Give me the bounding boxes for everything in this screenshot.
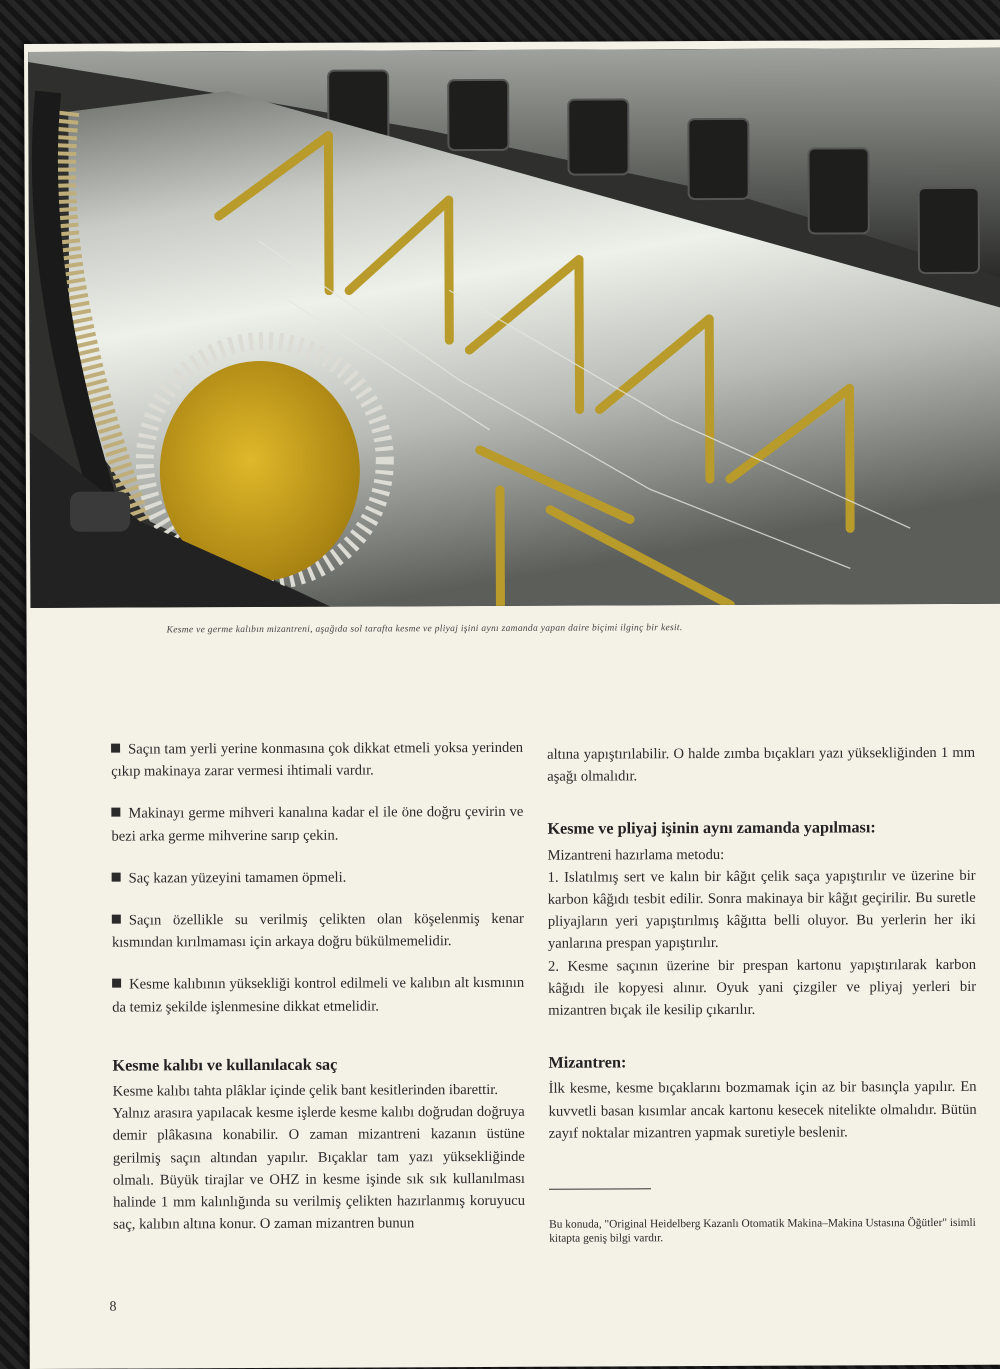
square-bullet-icon: [112, 979, 121, 988]
square-bullet-icon: [111, 744, 120, 753]
bullet-paragraph: [112, 972, 524, 1018]
bullet-text: Makinayı germe mihveri kanalına kadar el ile öne doğru çevirin ve bezi arka germe mihverine sarıp çekin.: [111, 804, 524, 845]
continuation-paragraph: altına yapıştırılabilir. O halde zımba bıçakları yazı yüksekliğinden 1 mm aşağı olmalıdır.: [547, 744, 976, 785]
bullet-paragraph: [112, 866, 524, 890]
section-heading: Kesme ve pliyaj işinin aynı zamanda yapılması:: [547, 818, 876, 839]
step-paragraph: 1. Islatılmış sert ve kalın bir kâğıt çelik saça yapıştırılır ve üzerine bir karbon kâğıdı tesbit edilir. Sonra makinaya bir kâğıt geçirilir. Bu suretle pliyajların yeri yapıştırılmış kâğıtta belli oluyor. Bu yerlerin her iki yanlarına prespan yapıştırılır.: [547, 867, 976, 953]
mizantren-paragraph: İlk kesme, kesme bıçaklarını bozmamak için az bir basınçla yapılır. En kuvvetli basan kısımlar ancak kartonu kesecek nitelikte olmalıdır. Bütün zayıf noktalar mizantren yapmak suretiyle beslenir.: [548, 1079, 977, 1142]
bullet-text: Saçın özellikle su verilmiş çelikten olan köşelenmiş kenar kısmından kırılmaması için arkaya doğru bükülmemelidir.: [111, 910, 524, 951]
cutting-die-cylinder-image: [28, 48, 1000, 608]
cylinder-photo: [28, 48, 1000, 608]
method-label: Mizantreni hazırlama metodu:: [547, 846, 725, 864]
footnote: Bu konuda, "Original Heidelberg Kazanlı Otomatik Makina–Makina Ustasına Öğütler" isimli kitapta geniş bilgi vardır.: [549, 1216, 976, 1245]
bullet-text: Saçın tam yerli yerine konmasına çok dikkat etmeli yoksa yerinden çıkıp makinaya zarar vermesi ihtimali vardır.: [111, 739, 524, 780]
square-bullet-icon: [112, 915, 121, 924]
bullet-paragraph: [111, 737, 523, 783]
bullet-text: Saç kazan yüzeyini tamamen öpmeli.: [128, 869, 347, 887]
bullet-text: Kesme kalıbının yüksekliği kontrol edilmeli ve kalıbın alt kısmının da temiz şekilde işlenmesine dikkat etmelidir.: [112, 975, 525, 1016]
section-paragraph: Yalnız arasıra yapılacak kesme işlerde kesme kalıbı doğrudan doğruya demir plâkasına konabilir. O zaman mizantreni kazanın üstüne gerilmiş saçın altından yapılır. Bıçaklar tam yazı yüksekliğinde olmalı. Büyük tirajlar ve OHZ in kesme işinde sık sık kullanılması halinde 1 mm kalınlığında su verilmiş çelikten hazırlanmış koruyucu saç, kalıbın altına konur. O zaman mizantren bunun: [112, 1104, 526, 1233]
section-heading: Kesme kalıbı ve kullanılacak saç: [112, 1055, 338, 1075]
left-column: [111, 737, 525, 1236]
square-bullet-icon: [112, 872, 121, 881]
section-heading: Mizantren:: [548, 1053, 627, 1072]
square-bullet-icon: [111, 808, 120, 817]
section-paragraph: Kesme kalıbı tahta plâklar içinde çelik bant kesitlerinden ibarettir.: [112, 1081, 498, 1100]
page-number: 8: [109, 1299, 117, 1315]
photo-caption: Kesme ve germe kalıbın mizantreni, aşağıda sol tarafta kesme ve pliyaj işini aynı zamanda yapan daire biçimi ilginç bir kesit.: [166, 623, 683, 636]
step-paragraph: 2. Kesme saçının üzerine bir prespan kartonu yapıştırılarak karbon kâğıdı ile kopyesi alınır. Oyuk yani çizgiler ve pliyaj yerleri bir mizantren bıçak ile kesilip çıkarılır.: [547, 956, 977, 1019]
page: [24, 40, 1000, 1369]
bullet-paragraph: [111, 801, 523, 847]
bullet-paragraph: [112, 908, 524, 954]
footnote-divider: [549, 1188, 651, 1189]
right-column: [547, 742, 977, 1246]
